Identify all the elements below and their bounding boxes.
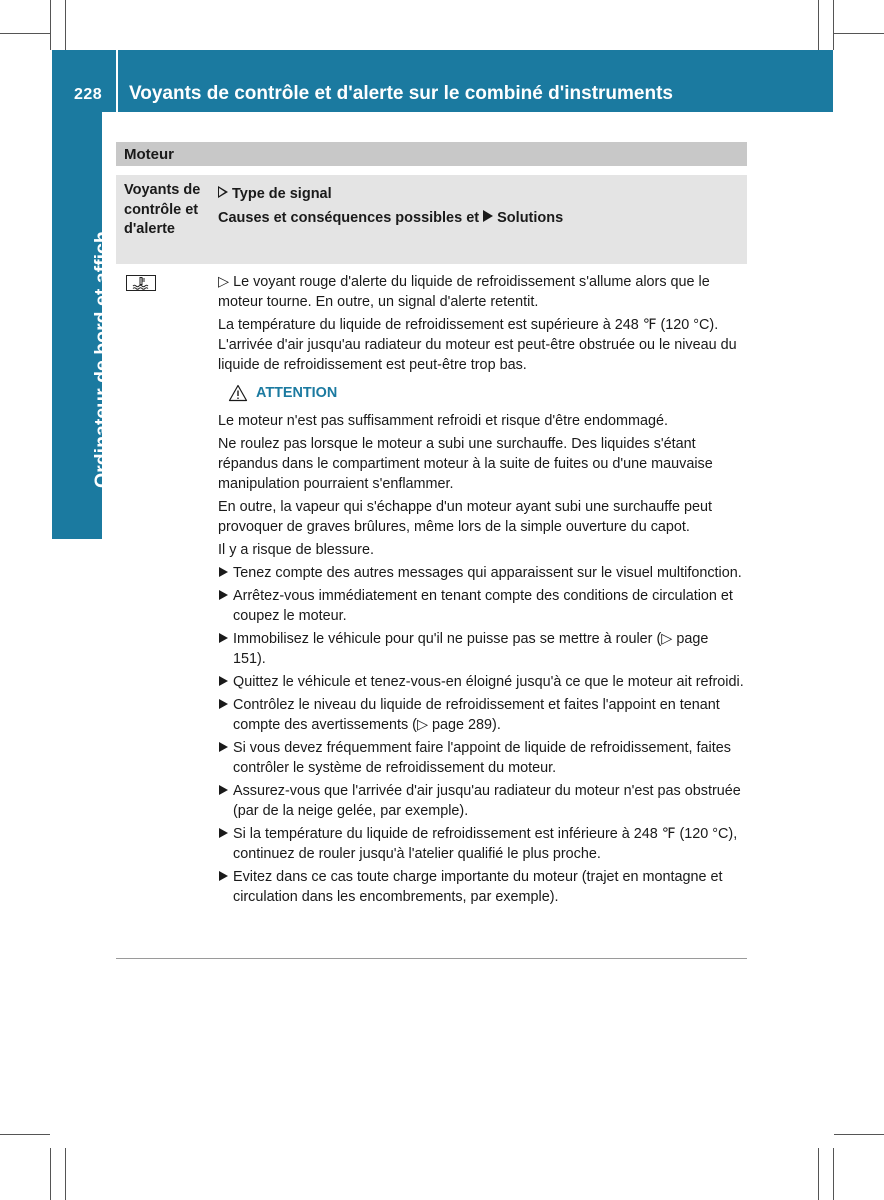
attention-label: ATTENTION (256, 385, 338, 401)
crop-mark (834, 1134, 884, 1135)
cause-description: La température du liquide de refroidissement est supérieure à 248 ℉ (120 °C). L'arrivée d'air jusqu'au radiateur du moteur est peut-être obstruée ou le niveau du liquide de refroidissement est peut-être trop bas. (218, 317, 737, 373)
bullet-arrow-icon (219, 633, 228, 643)
page-number: 228 (74, 86, 103, 103)
crop-mark (0, 33, 50, 34)
bullet-arrow-icon (219, 871, 228, 881)
crop-mark (834, 33, 884, 34)
signal-description (218, 272, 744, 312)
table-column-header (116, 175, 747, 264)
solution-item: Evitez dans ce cas toute charge importante du moteur (trajet en montagne et circulation dans les encombrements, par exemple). (218, 867, 744, 907)
page-header (52, 50, 833, 112)
column-header-indicators: Voyants de contrôle et d'alerte (124, 182, 201, 237)
column-header-details (218, 182, 563, 230)
table-bottom-rule (116, 958, 747, 959)
section-title: Moteur (124, 146, 174, 163)
bullet-arrow-icon (219, 567, 228, 577)
solution-item: Arrêtez-vous immédiatement en tenant compte des conditions de circulation et coupez le moteur. (218, 586, 744, 626)
chapter-side-tab-label: Ordinateur de bord et affich. (91, 225, 113, 488)
crop-mark (0, 1134, 50, 1135)
solution-item: Si la température du liquide de refroidissement est inférieure à 248 ℉ (120 °C), continuez de rouler jusqu'à l'atelier qualifié le plus proche. (218, 824, 744, 864)
signal-text: Le voyant rouge d'alerte du liquide de refroidissement s'allume alors que le moteur tourne. En outre, un signal d'alerte retentit. (218, 274, 710, 310)
bullet-arrow-icon (219, 785, 228, 795)
bullet-arrow-icon (219, 699, 228, 709)
crop-mark (818, 1148, 819, 1200)
solution-item: Immobilisez le véhicule pour qu'il ne puisse pas se mettre à rouler (▷ page 151). (218, 629, 744, 669)
solution-item: Tenez compte des autres messages qui apparaissent sur le visuel multifonction. (218, 563, 744, 583)
solution-list (218, 563, 744, 907)
bullet-arrow-icon (219, 828, 228, 838)
table-section-header (116, 142, 747, 166)
solution-item: Assurez-vous que l'arrivée d'air jusqu'au radiateur du moteur n'est pas obstruée (par de la neige gelée, par exemple). (218, 781, 744, 821)
column-header-signal-type: Type de signal (232, 186, 332, 202)
warning-text: Le moteur n'est pas suffisamment refroidi et risque d'être endommagé. (218, 413, 668, 429)
warning-text: En outre, la vapeur qui s'échappe d'un moteur ayant subi une surchauffe peut provoquer de graves brûlures, même lors de la simple ouverture du capot. (218, 499, 713, 535)
crop-mark (50, 0, 51, 50)
solution-item: Si vous devez fréquemment faire l'appoint de liquide de refroidissement, faites contrôler le système de refroidissement du moteur. (218, 738, 744, 778)
solution-item: Contrôlez le niveau du liquide de refroidissement et faites l'appoint en tenant compte des avertissements (▷ page 289). (218, 695, 744, 735)
crop-mark (833, 0, 834, 50)
signal-type-marker: ▷ (218, 274, 230, 290)
column-header-causes: Causes et conséquences possibles et (218, 210, 480, 226)
warning-content (218, 272, 744, 910)
warning-triangle-icon (228, 384, 248, 402)
warning-text: Il y a risque de blessure. (218, 542, 374, 558)
crop-mark (65, 0, 66, 50)
coolant-temperature-warning-icon (126, 275, 156, 291)
solution-triangle-icon (483, 210, 493, 222)
bullet-arrow-icon (219, 676, 228, 686)
signal-type-triangle-icon (218, 186, 228, 198)
header-divider (116, 50, 118, 112)
crop-mark (833, 1148, 834, 1200)
crop-mark (65, 1148, 66, 1200)
crop-mark (50, 1148, 51, 1200)
bullet-arrow-icon (219, 590, 228, 600)
solution-item: Quittez le véhicule et tenez-vous-en éloigné jusqu'à ce que le moteur ait refroidi. (218, 672, 744, 692)
crop-mark (818, 0, 819, 50)
thermometer-waves-icon (127, 276, 155, 290)
column-header-solutions: Solutions (497, 210, 564, 226)
bullet-arrow-icon (219, 742, 228, 752)
page-title: Voyants de contrôle et d'alerte sur le combiné d'instruments (129, 83, 673, 104)
warning-text: Ne roulez pas lorsque le moteur a subi une surchauffe. Des liquides s'étant répandus dans le compartiment moteur à la suite de fuites ou d'une mauvaise manipulation pourraient s'enflammer. (218, 436, 713, 492)
attention-heading (228, 383, 744, 403)
